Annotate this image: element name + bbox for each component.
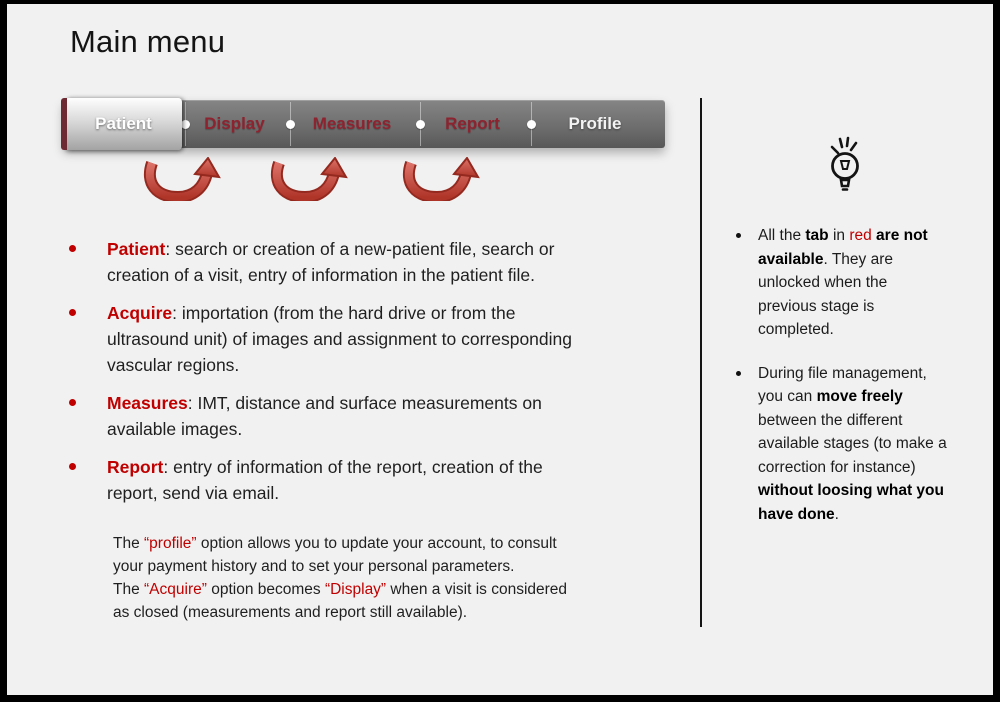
tab-patient-label: Patient [95,114,152,133]
sidebar-note-navigation [706,362,988,527]
tab-profile[interactable] [528,100,662,148]
curved-arrow-icon [142,157,224,201]
main-menu-bar [63,100,665,148]
sidebar-tips [706,224,988,546]
note-paragraph: The “profile” option allows you to update your account, to consult your payment history and to set your personal parameters. The “Acquire” option becomes “Display” when a visit is considered as closed (measurements and report still available). [113,535,568,621]
separator-dot-icon [286,120,295,129]
separator-dot-icon [181,120,190,129]
page-title: Main menu [70,24,226,59]
list-item-text: Report: entry of information of the report, creation of the report, send via email. [107,457,543,503]
bullet-icon [736,371,741,376]
sidebar-note-text: All the tab in red are not available. They are unlocked when the previous stage is completed. [758,227,928,338]
sidebar-note-text: During file management, you can move freely between the different available stages (to make a correction for instance) without loosing what you have done. [758,364,947,523]
tab-measures[interactable] [287,100,417,148]
list-item-measures [63,390,678,442]
vertical-divider [700,98,702,627]
list-item-text: Measures: IMT, distance and surface measurements on available images. [107,393,542,439]
tab-display[interactable] [182,100,287,148]
bullet-icon [736,233,741,238]
curved-arrow-icon [401,157,483,201]
tab-report[interactable] [417,100,528,148]
list-item-text: Patient: search or creation of a new-patient file, search or creation of a visit, entry of information in the patient file. [107,239,555,285]
list-item-acquire [63,300,678,378]
tab-report-label: Report [445,114,500,133]
sidebar-note-availability [706,224,988,342]
lightbulb-icon [826,136,864,198]
list-item-text: Acquire: importation (from the hard drive or from the ultrasound unit) of images and assignment to corresponding vascular regions. [107,303,572,375]
separator-dot-icon [527,120,536,129]
list-item-report [63,454,678,506]
menu-descriptions [63,236,678,624]
bullet-icon [69,463,76,470]
bullet-icon [69,399,76,406]
tab-profile-label: Profile [568,114,622,133]
tab-patient[interactable] [65,98,182,150]
tab-display-label: Display [204,114,265,133]
list-item-patient [63,236,678,288]
bullet-icon [69,309,76,316]
bullet-icon [69,245,76,252]
menu-bar-left-cap [61,98,67,150]
curved-arrow-icon [269,157,351,201]
tab-measures-label: Measures [312,114,392,133]
separator-dot-icon [416,120,425,129]
